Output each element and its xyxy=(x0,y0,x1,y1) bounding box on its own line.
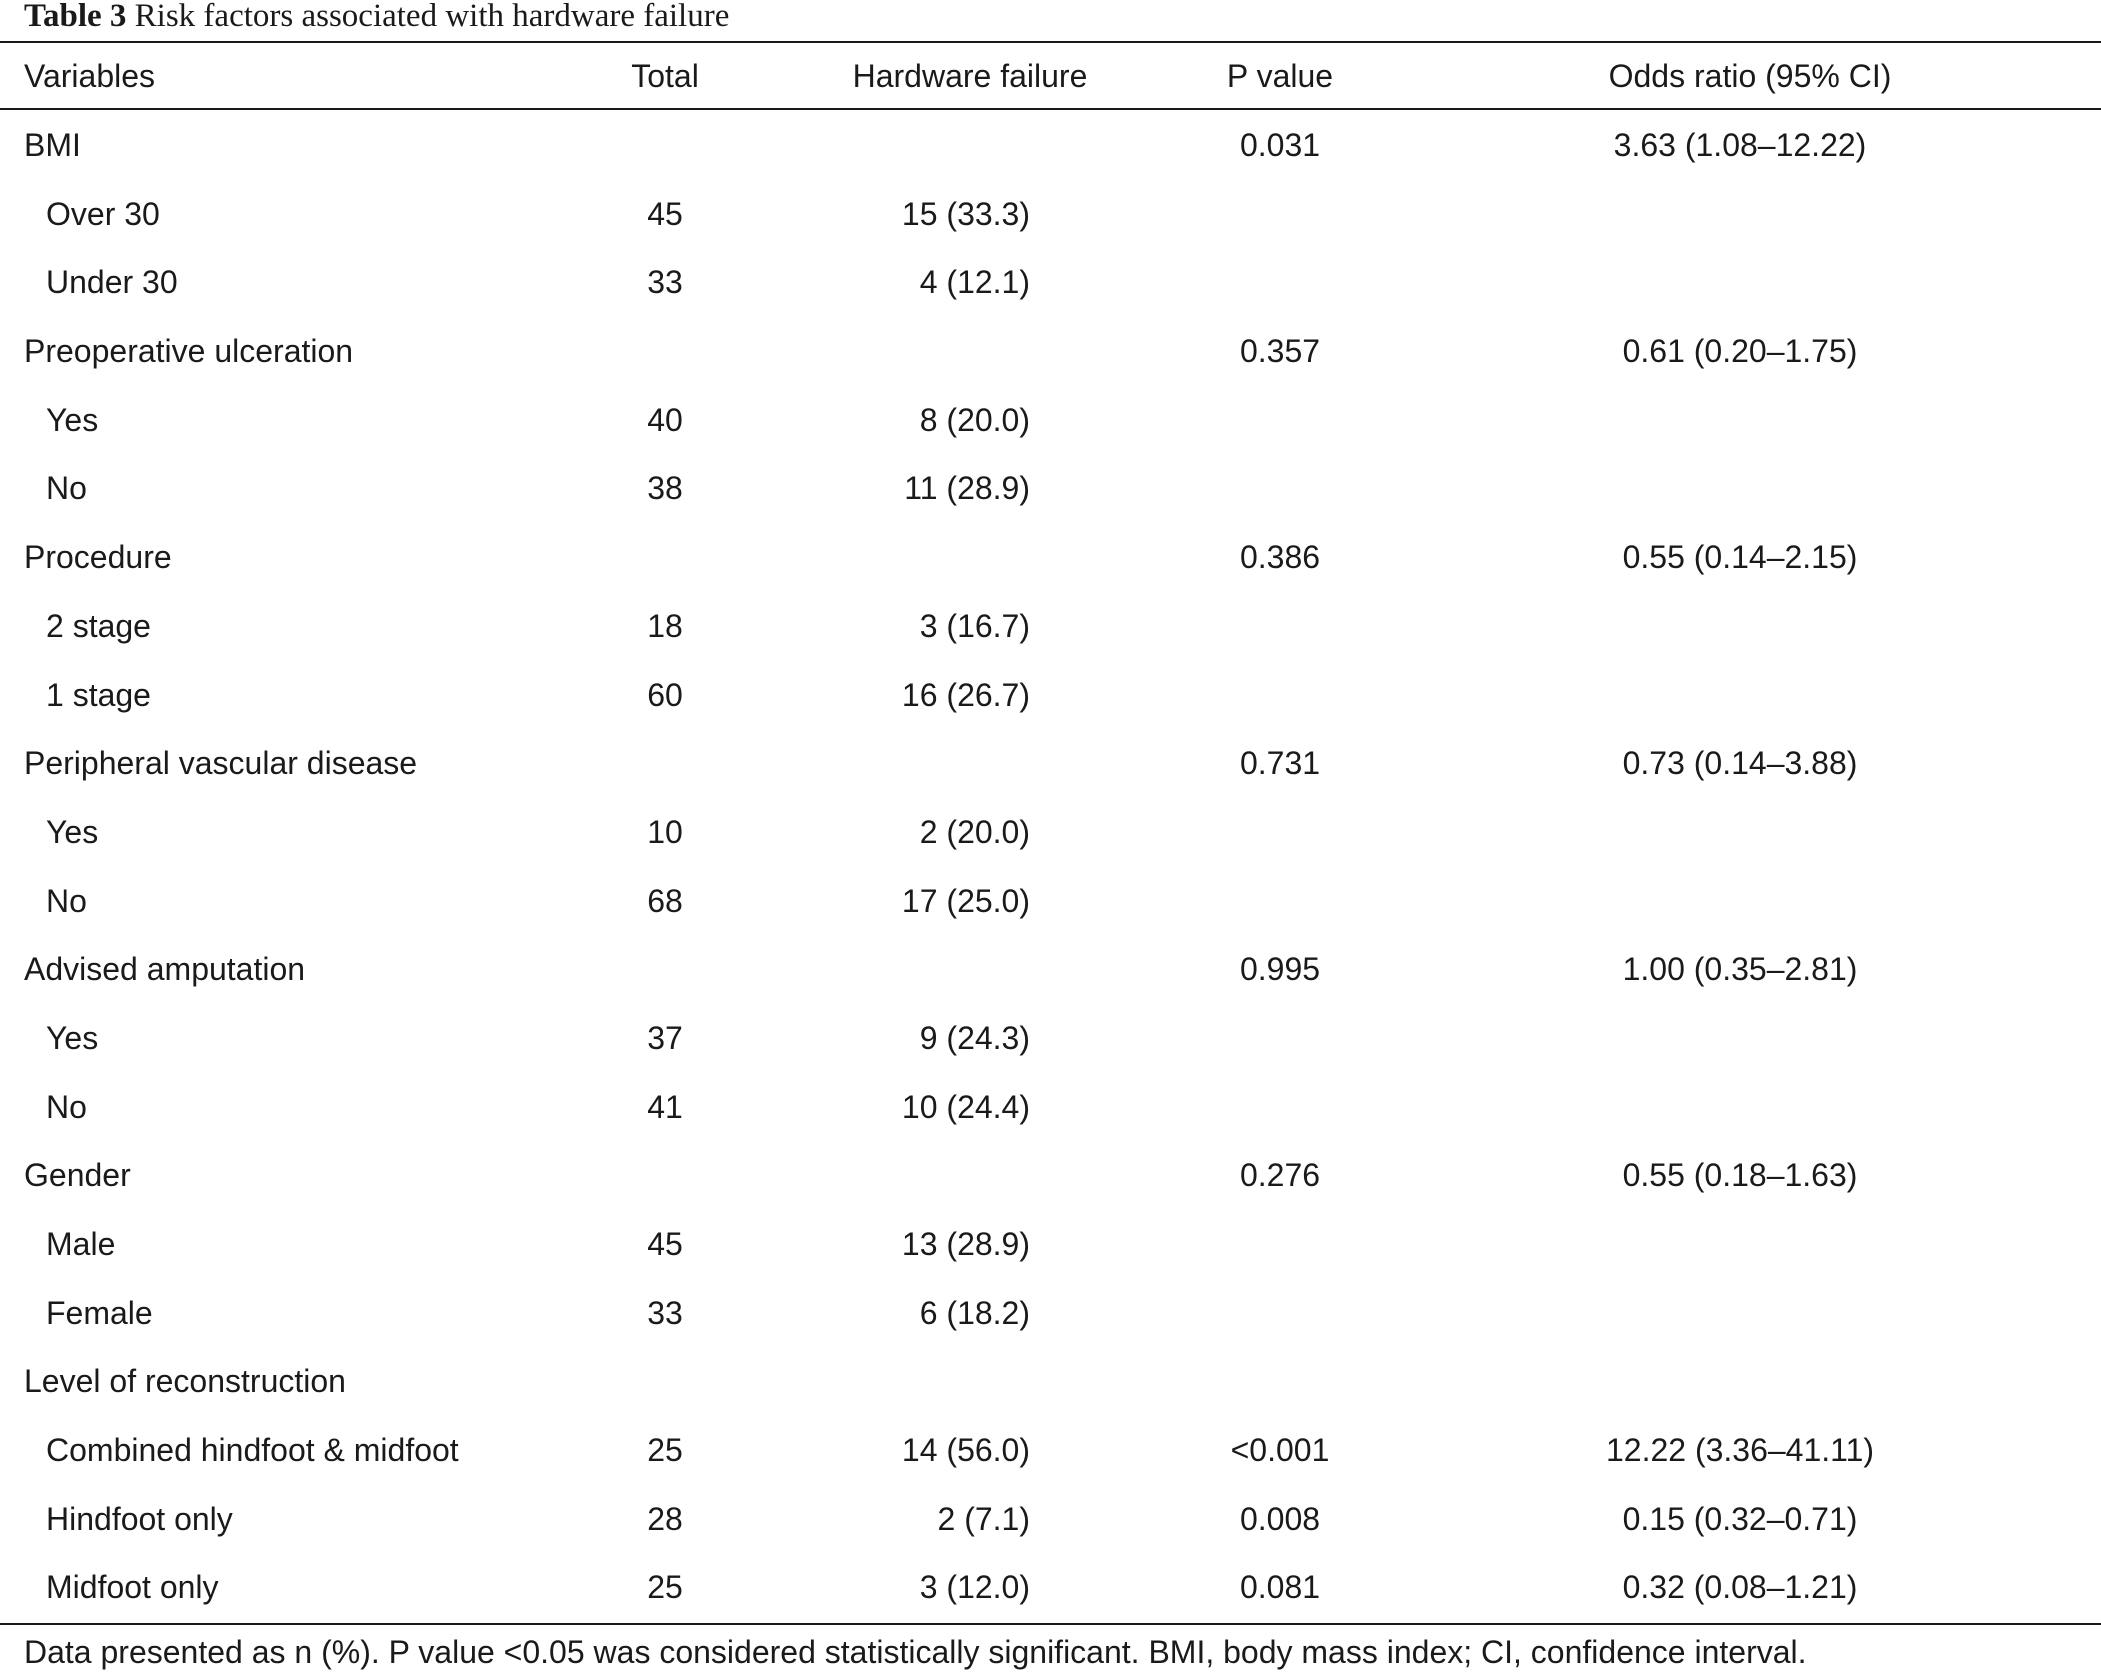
cell-hardware-failure: 3 (16.7) xyxy=(919,607,1030,644)
cell-variable: Preoperative ulceration xyxy=(24,333,354,370)
cell-odds-ratio: 3.63 (1.08–12.22) xyxy=(1613,127,1867,163)
cell-variable: No xyxy=(46,1088,87,1125)
cell-variable: Hindfoot only xyxy=(46,1500,233,1537)
cell-variable: Male xyxy=(46,1226,116,1262)
cell-p-value: 0.731 xyxy=(1239,745,1321,782)
cell-p-value: 0.995 xyxy=(1239,951,1321,988)
table-title: Risk factors associated with hardware failure xyxy=(134,0,730,34)
cell-odds-ratio: 0.55 (0.18–1.63) xyxy=(1622,1157,1858,1194)
cell-variable: Yes xyxy=(46,813,99,850)
cell-hardware-failure: 14 (56.0) xyxy=(901,1432,1030,1469)
cell-variable: BMI xyxy=(24,127,81,163)
cell-variable: Procedure xyxy=(24,539,172,576)
cell-p-value: 0.031 xyxy=(1239,127,1321,163)
cell-hardware-failure: 15 (33.3) xyxy=(901,195,1030,232)
cell-total: 45 xyxy=(647,1226,683,1262)
table-row xyxy=(0,1210,2101,1279)
cell-variable: 1 stage xyxy=(46,676,151,713)
cell-variable: Gender xyxy=(24,1157,131,1194)
cell-variable: Peripheral vascular disease xyxy=(24,745,418,782)
cell-total: 18 xyxy=(647,607,683,644)
table-row xyxy=(0,1553,2101,1622)
cell-hardware-failure: 13 (28.9) xyxy=(901,1226,1030,1262)
cell-total: 37 xyxy=(647,1019,683,1056)
cell-variable: Level of reconstruction xyxy=(24,1363,346,1400)
table-row xyxy=(0,867,2101,936)
top-rule xyxy=(0,41,2101,43)
cell-variable: 2 stage xyxy=(46,607,151,644)
cell-variable: Over 30 xyxy=(46,195,160,232)
cell-variable: Yes xyxy=(46,1019,99,1056)
table-row xyxy=(0,1004,2101,1073)
cell-total: 45 xyxy=(647,195,683,232)
table-row xyxy=(0,798,2101,867)
cell-p-value: 0.357 xyxy=(1239,333,1321,370)
table-row xyxy=(0,248,2101,317)
table-row xyxy=(0,1416,2101,1485)
cell-variable: Midfoot only xyxy=(46,1569,219,1606)
cell-variable: No xyxy=(46,470,87,507)
cell-hardware-failure: 10 (24.4) xyxy=(901,1088,1030,1125)
table-body xyxy=(0,111,2101,1622)
cell-total: 33 xyxy=(647,264,683,301)
cell-total: 68 xyxy=(647,882,683,919)
cell-odds-ratio: 0.15 (0.32–0.71) xyxy=(1622,1500,1858,1537)
cell-total: 25 xyxy=(647,1432,683,1469)
table-row xyxy=(0,454,2101,523)
cell-odds-ratio: 1.00 (0.35–2.81) xyxy=(1622,951,1858,988)
cell-total: 10 xyxy=(647,813,683,850)
cell-hardware-failure: 3 (12.0) xyxy=(919,1569,1030,1606)
cell-total: 33 xyxy=(647,1294,683,1331)
cell-total: 40 xyxy=(647,401,683,438)
cell-hardware-failure: 6 (18.2) xyxy=(919,1294,1030,1331)
header-total: Total xyxy=(631,58,699,94)
cell-hardware-failure: 2 (7.1) xyxy=(937,1500,1030,1537)
cell-variable: Advised amputation xyxy=(24,951,306,988)
cell-total: 41 xyxy=(647,1088,683,1125)
cell-variable: Combined hindfoot & midfoot xyxy=(46,1432,459,1469)
cell-p-value: <0.001 xyxy=(1230,1432,1330,1469)
table-row xyxy=(0,317,2101,386)
table-caption xyxy=(24,0,729,36)
cell-variable: No xyxy=(46,882,87,919)
header-p-value: P value xyxy=(1226,58,1334,94)
table-row xyxy=(0,661,2101,730)
header-variables: Variables xyxy=(24,58,156,94)
cell-odds-ratio: 0.73 (0.14–3.88) xyxy=(1622,745,1858,782)
cell-variable: Under 30 xyxy=(46,264,178,301)
table-header xyxy=(0,44,2101,108)
table-row xyxy=(0,111,2101,180)
cell-total: 60 xyxy=(647,676,683,713)
table-row xyxy=(0,1279,2101,1348)
table-row xyxy=(0,1347,2101,1416)
table-row xyxy=(0,180,2101,249)
cell-odds-ratio: 12.22 (3.36–41.11) xyxy=(1605,1432,1875,1469)
cell-hardware-failure: 11 (28.9) xyxy=(904,470,1030,507)
header-odds-ratio: Odds ratio (95% CI) xyxy=(1608,58,1892,94)
cell-p-value: 0.276 xyxy=(1239,1157,1321,1194)
cell-variable: Yes xyxy=(46,401,99,438)
cell-p-value: 0.081 xyxy=(1239,1569,1321,1606)
table-row xyxy=(0,935,2101,1004)
header-hardware-failure: Hardware failure xyxy=(852,58,1088,94)
table-row xyxy=(0,1073,2101,1142)
cell-total: 25 xyxy=(647,1569,683,1606)
table-row xyxy=(0,729,2101,798)
cell-hardware-failure: 16 (26.7) xyxy=(901,676,1030,713)
table-row xyxy=(0,386,2101,455)
table-number: Table 3 xyxy=(24,0,127,34)
cell-total: 28 xyxy=(647,1500,683,1537)
cell-hardware-failure: 9 (24.3) xyxy=(919,1019,1030,1056)
cell-p-value: 0.008 xyxy=(1239,1500,1321,1537)
cell-hardware-failure: 8 (20.0) xyxy=(919,401,1030,438)
cell-hardware-failure: 2 (20.0) xyxy=(919,813,1030,850)
cell-p-value: 0.386 xyxy=(1239,539,1321,576)
table-row xyxy=(0,1485,2101,1554)
cell-odds-ratio: 0.55 (0.14–2.15) xyxy=(1622,539,1858,576)
header-rule xyxy=(0,108,2101,110)
cell-hardware-failure: 4 (12.1) xyxy=(919,264,1030,301)
table-row xyxy=(0,1141,2101,1210)
cell-total: 38 xyxy=(647,470,683,507)
cell-odds-ratio: 0.32 (0.08–1.21) xyxy=(1622,1569,1858,1606)
table-row xyxy=(0,523,2101,592)
cell-variable: Female xyxy=(46,1294,153,1331)
table-row xyxy=(0,592,2101,661)
cell-odds-ratio: 0.61 (0.20–1.75) xyxy=(1622,333,1858,370)
table-footnote: Data presented as n (%). P value <0.05 was considered statistically significant. BMI, body mass index; CI, confidence interval. xyxy=(24,1634,1807,1670)
cell-hardware-failure: 17 (25.0) xyxy=(901,882,1030,919)
